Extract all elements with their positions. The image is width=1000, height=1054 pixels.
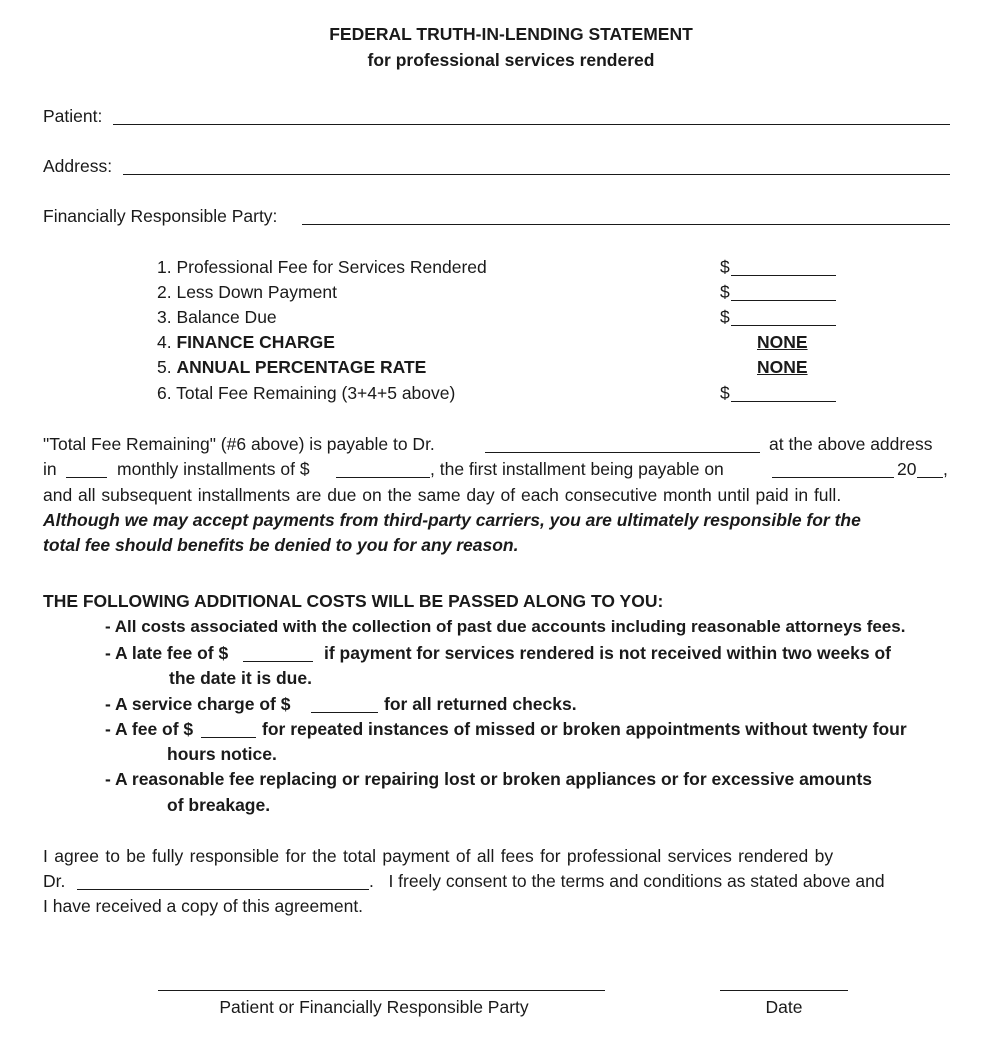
fee-item-label [157,334,335,352]
fee-item-text: 6. Total Fee Remaining (3+4+5 above) [157,383,456,403]
agreement-line: I agree to be fully responsible for the total payment of all fees for professional services rendered by [43,846,834,866]
first-payment-date-field[interactable] [772,477,894,478]
form-title: FEDERAL TRUTH-IN-LENDING STATEMENT [329,24,693,44]
fee-amount-field[interactable] [731,275,836,276]
payment-terms-line: in [43,459,57,479]
cost-item: - A fee of $ [105,719,194,739]
cost-item: hours notice. [167,744,277,764]
payment-terms-line: and all subsequent installments are due on the same day of each consecutive month until paid in full. [43,485,842,505]
fee-item-prefix: $ [720,282,730,302]
fee-item-label [157,359,426,377]
finance-charge-value: NONE [757,332,808,352]
fee-amount-field[interactable] [731,300,836,301]
agreement-line: Dr. [43,871,66,891]
cost-item: if payment for services rendered is not received within two weeks of [324,643,891,663]
late-fee-field[interactable] [243,661,313,662]
payment-terms-year: 20 [897,459,917,479]
apr-value: NONE [757,357,808,377]
date-label: Date [765,997,803,1017]
payment-terms-line: monthly installments of $ [117,459,310,479]
fee-item-text: 5. [157,357,177,377]
first-payment-year-field[interactable] [917,477,943,478]
fee-item-text: 3. Balance Due [157,307,277,327]
installment-count-field[interactable] [66,477,107,478]
agreement-line: . I freely consent to the terms and conditions as stated above and [369,871,885,891]
payment-terms-line: , the first installment being payable on [430,459,724,479]
responsible-party-field[interactable] [302,224,950,225]
payment-terms-comma: , [943,459,948,479]
agreement-doctor-field[interactable] [77,889,369,890]
fee-item-text: 4. [157,332,177,352]
date-field[interactable] [720,990,848,991]
installment-amount-field[interactable] [336,477,430,478]
cost-item: for all returned checks. [384,694,577,714]
payment-terms-line: "Total Fee Remaining" (#6 above) is payable to Dr. [43,434,435,454]
fee-item-bold-text: ANNUAL PERCENTAGE RATE [176,357,427,377]
cost-item: - A service charge of $ [105,694,291,714]
doctor-name-field[interactable] [485,452,760,453]
signature-label: Patient or Financially Responsible Party [219,997,529,1017]
patient-field[interactable] [113,124,950,125]
payment-terms-line: at the above address [769,434,933,454]
payment-terms-notice: Although we may accept payments from third-party carriers, you are ultimately responsible for the [43,510,861,530]
cost-item: the date it is due. [169,668,312,688]
fee-item-prefix: $ [720,307,730,327]
cost-item: - A late fee of $ [105,643,229,663]
additional-costs-heading: THE FOLLOWING ADDITIONAL COSTS WILL BE PASSED ALONG TO YOU: [43,591,664,611]
signature-field[interactable] [158,990,605,991]
responsible-party-label: Financially Responsible Party: [43,206,278,226]
fee-item-prefix: $ [720,257,730,277]
fee-item-bold-text: FINANCE CHARGE [176,332,335,352]
fee-item-label [157,259,487,277]
cost-item: - All costs associated with the collection of past due accounts including reasonable attorneys fees. [105,617,906,636]
fee-item-label [157,385,455,403]
cost-item: for repeated instances of missed or broken appointments without twenty four [262,719,907,739]
cost-item: - A reasonable fee replacing or repairing lost or broken appliances or for excessive amounts [105,769,873,789]
fee-item-text: 2. Less Down Payment [157,282,337,302]
fee-item-prefix: $ [720,383,730,403]
form-subtitle: for professional services rendered [367,50,655,70]
fee-item-label [157,284,337,302]
address-field[interactable] [123,174,950,175]
fee-item-text: 1. Professional Fee for Services Rendered [157,257,487,277]
missed-appointment-fee-field[interactable] [201,737,256,738]
cost-item: of breakage. [167,795,271,815]
fee-amount-field[interactable] [731,325,836,326]
address-label: Address: [43,156,113,176]
fee-item-label [157,309,277,327]
payment-terms-notice: total fee should benefits be denied to you for any reason. [43,535,519,555]
service-charge-field[interactable] [311,712,378,713]
patient-label: Patient: [43,106,103,126]
fee-amount-field[interactable] [731,401,836,402]
agreement-line: I have received a copy of this agreement. [43,896,364,916]
